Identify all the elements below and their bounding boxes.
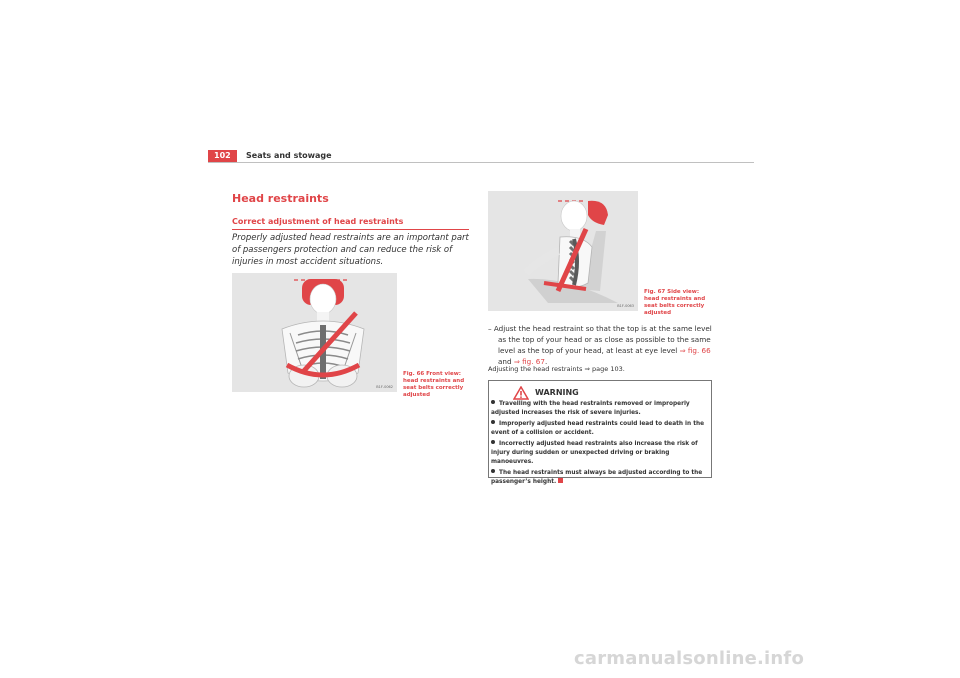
step-text: – Adjust the head restraint so that the top is at the same level as the top of your head or as close as possible to the same level as the top of your head, at least at eye level [488, 324, 712, 355]
step-and: and [498, 357, 514, 366]
page-number: 102 [208, 150, 237, 162]
warning-item-text: Incorrectly adjusted head restraints also increase the risk of injury during sudden or unexpected driving or braking manoeuvres. [491, 441, 698, 465]
warning-item-text: Improperly adjusted head restraints could lead to death in the event of a collision or accident. [491, 421, 705, 436]
page-header [208, 150, 754, 163]
warning-title: WARNING [535, 388, 579, 397]
warning-item [491, 440, 709, 467]
bullet-icon [491, 400, 495, 404]
warning-item [491, 400, 709, 418]
figure-code: B1F-0063 [617, 304, 634, 308]
section-end-icon [558, 478, 563, 483]
front-view-illustration [232, 273, 397, 392]
warning-box [488, 380, 712, 485]
figure-caption-front: Fig. 66 Front view: head restraints and seat belts correctly adjusted [403, 371, 465, 398]
side-view-illustration [488, 191, 638, 311]
figure-caption-side: Fig. 67 Side view: head restraints and seat belts correctly adjusted [644, 289, 706, 316]
instruction-step [488, 323, 722, 367]
figure-67-link[interactable]: ⇒ fig. 67 [513, 357, 545, 366]
warning-item [491, 420, 709, 438]
step-end: . [544, 357, 548, 366]
cross-reference-link[interactable]: Adjusting the head restraints ⇒ page 103. [488, 365, 625, 373]
warning-item-text: The head restraints must always be adjusted according to the passenger’s height. [491, 470, 703, 485]
figure-code: B1F-0062 [376, 385, 393, 389]
bullet-icon [491, 420, 495, 424]
figure-side-view [488, 191, 638, 311]
section-title: Head restraints [232, 192, 329, 205]
watermark: carmanualsonline.info [574, 648, 805, 669]
figure-front-view [232, 273, 397, 392]
bullet-icon [491, 440, 495, 444]
figure-66-link[interactable]: ⇒ fig. 66 [679, 346, 711, 355]
warning-list [491, 400, 709, 489]
bullet-icon [491, 469, 495, 473]
warning-item-text: Travelling with the head restraints removed or improperly adjusted increases the risk of severe injuries. [491, 401, 690, 416]
chapter-title: Seats and stowage [246, 151, 332, 160]
intro-text: Properly adjusted head restraints are an important part of passengers protection and can reduce the risk of injuries in most accident situations. [232, 233, 469, 267]
warning-header [489, 384, 711, 400]
warning-item [491, 469, 709, 487]
subsection-title: Correct adjustment of head restraints [232, 217, 469, 230]
